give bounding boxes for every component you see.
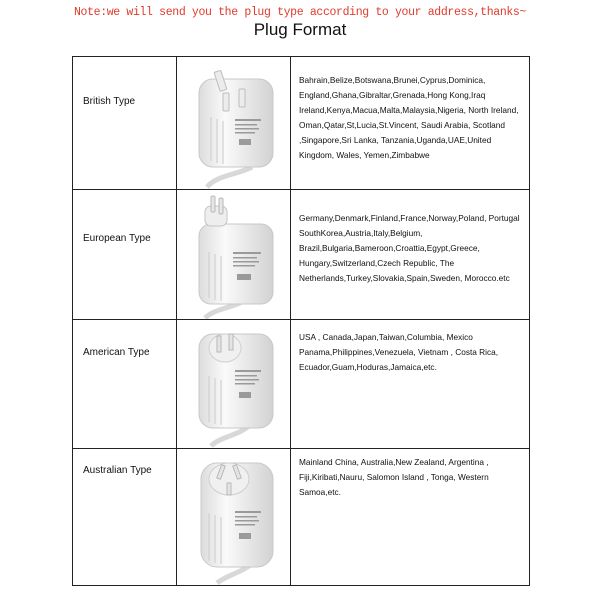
countries-cell [291, 320, 529, 448]
countries-cell [291, 449, 529, 585]
countries-text: Mainland China, Australia,New Zealand, Argentina , Fiji,Kiribati,Nauru, Salomon Island , Tonga, Western Samoa,etc. [299, 457, 489, 497]
type-cell [73, 320, 177, 448]
plug-type-label: American Type [83, 347, 150, 358]
plug-type-label: European Type [83, 233, 151, 244]
table-row-american [73, 320, 529, 449]
american-plug-adapter-icon [177, 320, 291, 448]
type-cell [73, 190, 177, 319]
countries-cell [291, 190, 529, 319]
image-cell [177, 57, 291, 189]
type-cell [73, 57, 177, 189]
european-plug-adapter-icon [177, 190, 291, 319]
image-cell [177, 190, 291, 319]
table-row-british [73, 57, 529, 190]
type-cell [73, 449, 177, 585]
plug-type-label: Australian Type [83, 465, 152, 476]
plug-type-label: British Type [83, 96, 136, 107]
image-cell [177, 320, 291, 448]
image-cell [177, 449, 291, 585]
table-row-european [73, 190, 529, 320]
australian-plug-adapter-icon [177, 449, 291, 585]
plug-format-table [72, 56, 530, 586]
countries-text: Germany,Denmark,Finland,France,Norway,Poland, Portugal SouthKorea,Austria,Italy,Belgium, Brazil,Bulgaria,Bameroon,Croattia,Egypt,Greece, Hungary,Switzerland,Czech Republic, The Netherlands,Turkey,Slovakia,Spain,Sweden, Morocco.etc [299, 213, 520, 283]
countries-text: Bahrain,Belize,Botswana,Brunei,Cyprus,Dominica, England,Ghana,Gibraltar,Grenada,Hong Kong,Iraq Ireland,Kenya,Macua,Malta,Malaysia,Nigeria, North Ireland, Oman,Qatar,St,Lucia,St.Vincent, Saudi Arabia, Scotland ,Singapore,Sri Lanka, Tanzania,Uganda,UAE,United Kingdom, Wales, Yemen,Zimbabwe [299, 75, 519, 160]
countries-cell [291, 57, 529, 189]
british-plug-adapter-icon [177, 57, 291, 189]
page-title: Plug Format [253, 20, 347, 39]
countries-text: USA , Canada,Japan,Taiwan,Columbia, Mexico Panama,Philippines,Venezuela, Vietnam , Costa Rica, Ecuador,Guam,Hoduras,Jamaica,etc. [299, 332, 499, 372]
address-note: Note:we will send you the plug type according to your address,thanks~ [74, 6, 527, 19]
table-row-australian [73, 449, 529, 585]
